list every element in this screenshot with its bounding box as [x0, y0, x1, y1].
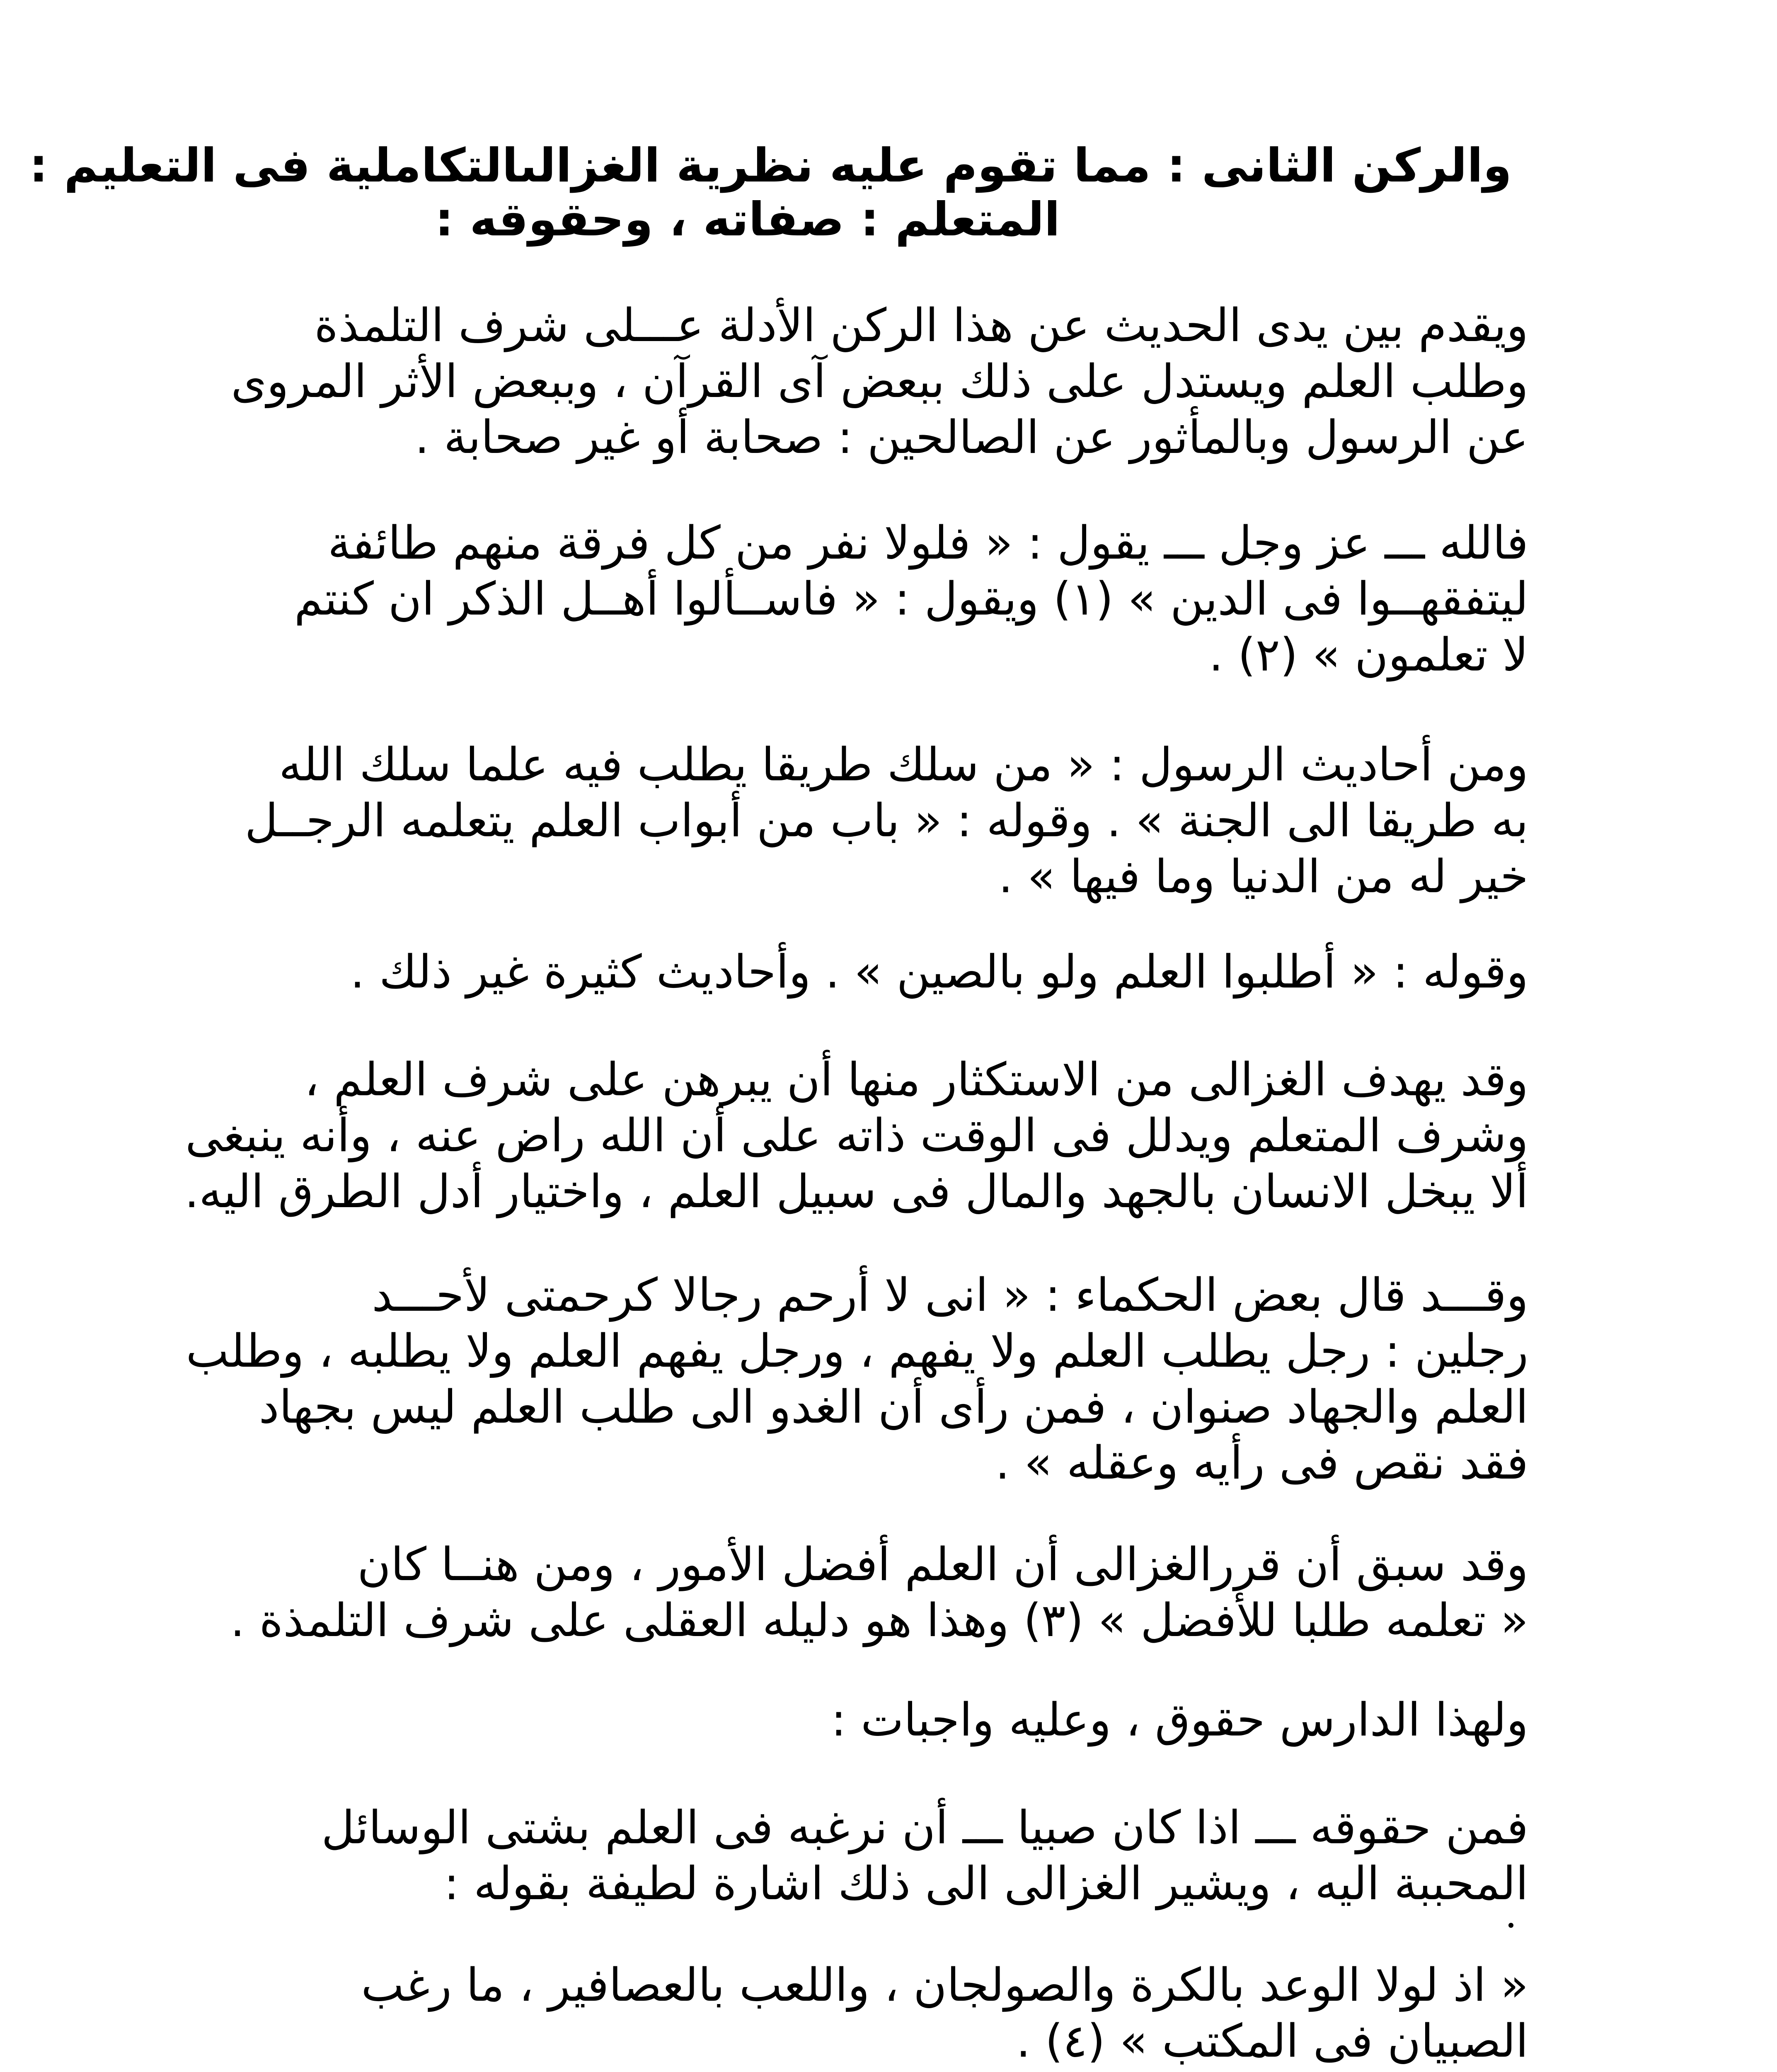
text-line: عن الرسول وبالمأثور عن الصالحين : صحابة أو غير صحابة . [414, 411, 1528, 464]
text-line: ألا يبخل الانسان بالجهد والمال فى سبيل العلم ، واختيار أدل الطرق اليه. [184, 1165, 1528, 1218]
text-line: رجلين : رجل يطلب العلم ولا يفهم ، ورجل يفهم العلم ولا يطلبه ، وطلب [186, 1324, 1528, 1377]
text-line: « اذ لولا الوعد بالكرة والصولجان ، واللعب بالعصافير ، ما رغب [361, 1958, 1528, 2011]
text-line: وقوله : « أطلبوا العلم ولو بالصين » . وأحاديث كثيرة غير ذلك . [350, 945, 1528, 998]
heading-line: المتعلم : صفاته ، وحقوقه : [435, 193, 1060, 247]
text-line: ولهذا الدارس حقوق ، وعليه واجبات : [831, 1693, 1528, 1746]
text-line: به طريقا الى الجنة » . وقوله : « باب من أبواب العلم يتعلمه الرجــل [245, 794, 1528, 847]
text-line: وقد يهدف الغزالى من الاستكثار منها أن يبرهن على شرف العلم ، [304, 1053, 1528, 1106]
text-line: وقـــد قال بعض الحكماء : « انى لا أرحم رجالا كرحمتى لأحـــد [372, 1268, 1528, 1322]
text-line: « تعلمه طلبا للأفضل » (٣) وهذا هو دليله العقلى على شرف التلمذة . [230, 1594, 1528, 1647]
text-line: المحببة اليه ، ويشير الغزالى الى ذلك اشارة لطيفة بقوله : [444, 1857, 1528, 1910]
text-line: الصبيان فى المكتب » (٤) . [1016, 2014, 1528, 2067]
text-line: وقد سبق أن قررالغزالى أن العلم أفضل الأمور ، ومن هنــا كان [357, 1538, 1528, 1591]
text-line: وشرف المتعلم ويدلل فى الوقت ذاته على أن الله راض عنه ، وأنه ينبغى [185, 1109, 1528, 1162]
text-line: وطلب العلم ويستدل على ذلك ببعض آى القرآن ، وببعض الأثر المروى [231, 355, 1528, 408]
text-line: العلم والجهاد صنوان ، فمن رأى أن الغدو الى طلب العلم ليس بجهاد [259, 1380, 1528, 1433]
text-line: فالله ـــ عز وجل ـــ يقول : « فلولا نفر من كل فرقة منهم طائفة [327, 516, 1528, 569]
text-line: فقد نقص فى رأيه وعقله » . [995, 1436, 1528, 1489]
text-line: خير له من الدنيا وما فيها » . [998, 850, 1528, 903]
heading-line: والركن الثانى : مما تقوم عليه نظرية الغزالىالتكاملية فى التعليم : [29, 139, 1512, 193]
text-line: ومن أحاديث الرسول : « من سلك طريقا يطلب فيه علما سلك الله [278, 738, 1528, 791]
text-line: لا تعلمون » (٢) . [1208, 628, 1528, 681]
text-line: فمن حقوقه ـــ اذا كان صبيا ـــ أن نرغبه فى العلم بشتى الوسائل [321, 1801, 1528, 1854]
text-line: ليتفقهــوا فى الدين » (١) ويقول : « فاســألوا أهــل الذكر ان كنتم [294, 572, 1528, 625]
text-line: ويقدم بين يدى الحديث عن هذا الركن الأدلة عـــلى شرف التلمذة [314, 299, 1528, 352]
scan-speck [1508, 1923, 1513, 1928]
